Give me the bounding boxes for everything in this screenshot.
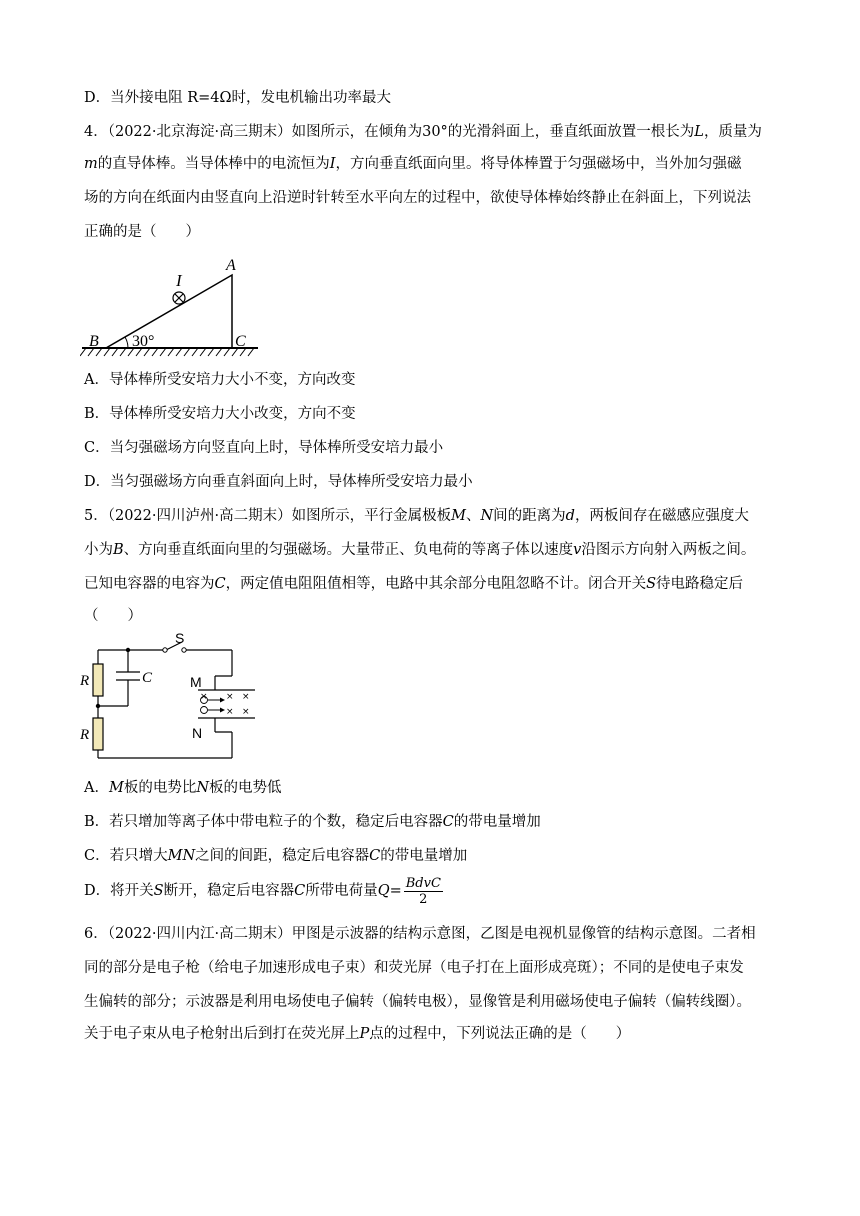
svg-text:×: × <box>226 707 234 717</box>
angle-label: 30° <box>132 333 155 350</box>
label-S: S <box>175 630 185 646</box>
q4-stem-line2: m的直导体棒。当导体棒中的电流恒为I，方向垂直纸面向里。将导体棒置于匀强磁场中，当外加匀强磁 <box>84 156 742 172</box>
label-N: N <box>192 725 203 741</box>
q5-stem-line3: 已知电容器的电容为C，两定值电阻阻值相等，电路中其余部分电阻忽略不计。闭合开关S待电路稳定后 <box>84 576 744 592</box>
q5-option-a: A．M板的电势比N板的电势低 <box>84 780 282 796</box>
q5-option-d: D．将开关S断开，稳定后电容器C所带电荷量Q= $\frac{\text{BdvC}}{2}$ <box>84 875 441 907</box>
particle-beam-icon <box>200 692 250 717</box>
svg-text:×: × <box>242 707 250 717</box>
q4-option-d: D．当匀强磁场方向垂直斜面向上时，导体棒所受安培力最小 <box>84 474 473 490</box>
formula-Q: Q <box>377 883 390 899</box>
incline-triangle <box>106 275 232 348</box>
svg-text:×: × <box>226 692 234 702</box>
resistor-top <box>93 664 103 696</box>
q4-stem-line3: 场的方向在纸面内由竖直向上沿逆时针转至水平向左的过程中，欲使导体棒始终静止在斜面上，下列说法 <box>84 190 751 206</box>
incline-figure <box>80 250 265 360</box>
resistor-bottom <box>93 718 103 750</box>
q4-option-a: A．导体棒所受安培力大小不变，方向改变 <box>84 372 356 388</box>
label-I: I <box>176 271 182 290</box>
q4-stem-line1: 4．（2022·北京海淀·高三期末）如图所示，在倾角为30°的光滑斜面上，垂直纸面放置一根长为L，质量为 <box>84 124 762 140</box>
svg-text:×: × <box>242 692 250 702</box>
q6-stem-line1: 6．（2022·四川内江·高二期末）甲图是示波器的结构示意图，乙图是电视机显像管的结构示意图。二者相 <box>84 926 756 942</box>
q5-stem-line4: （ ） <box>84 608 142 624</box>
formula-fraction: $\frac{\text{BdvC}}{2}$ <box>405 875 441 907</box>
q5-option-c: C．若只增大MN之间的间距，稳定后电容器C的带电量增加 <box>84 848 468 864</box>
q4-option-b: B．导体棒所受安培力大小改变，方向不变 <box>84 406 356 422</box>
label-R-top: R <box>80 673 90 689</box>
current-into-page-icon <box>173 292 185 304</box>
q5-stem-line1: 5．（2022·四川泸州·高二期末）如图所示，平行金属极板M、N间的距离为d，两板间存在磁感应强度大 <box>84 508 749 524</box>
q3-option-d: D．当外接电阻 R=4Ω时，发电机输出功率最大 <box>84 90 392 106</box>
label-B: B <box>89 333 99 350</box>
label-R-bottom: R <box>80 727 90 743</box>
label-A: A <box>226 257 236 274</box>
q4-option-c: C．当匀强磁场方向竖直向上时，导体棒所受安培力最小 <box>84 440 444 456</box>
q6-stem-line4: 关于电子束从电子枪射出后到打在荧光屏上P点的过程中，下列说法正确的是（ ） <box>84 1026 631 1042</box>
q6-stem-line2: 同的部分是电子枪（给电子加速形成电子束）和荧光屏（电子打在上面形成亮斑）；不同的是使电子束发 <box>84 960 744 976</box>
label-C: C <box>235 333 246 350</box>
circuit-figure <box>80 630 265 770</box>
q5-option-b: B．若只增加等离子体中带电粒子的个数，稳定后电容器C的带电量增加 <box>84 814 541 830</box>
q5-stem-line2: 小为B、方向垂直纸面向里的匀强磁场。大量带正、负电荷的等离子体以速度v沿图示方向射入两板之间。 <box>84 542 756 558</box>
label-M: M <box>190 674 202 690</box>
svg-text:×: × <box>200 692 208 702</box>
label-C: C <box>142 670 153 686</box>
q4-stem-line4: 正确的是（ ） <box>84 224 200 240</box>
q6-stem-line3: 生偏转的部分；示波器是利用电场使电子偏转（偏转电极），显像管是利用磁场使电子偏转（偏转线圈）。 <box>84 994 751 1010</box>
